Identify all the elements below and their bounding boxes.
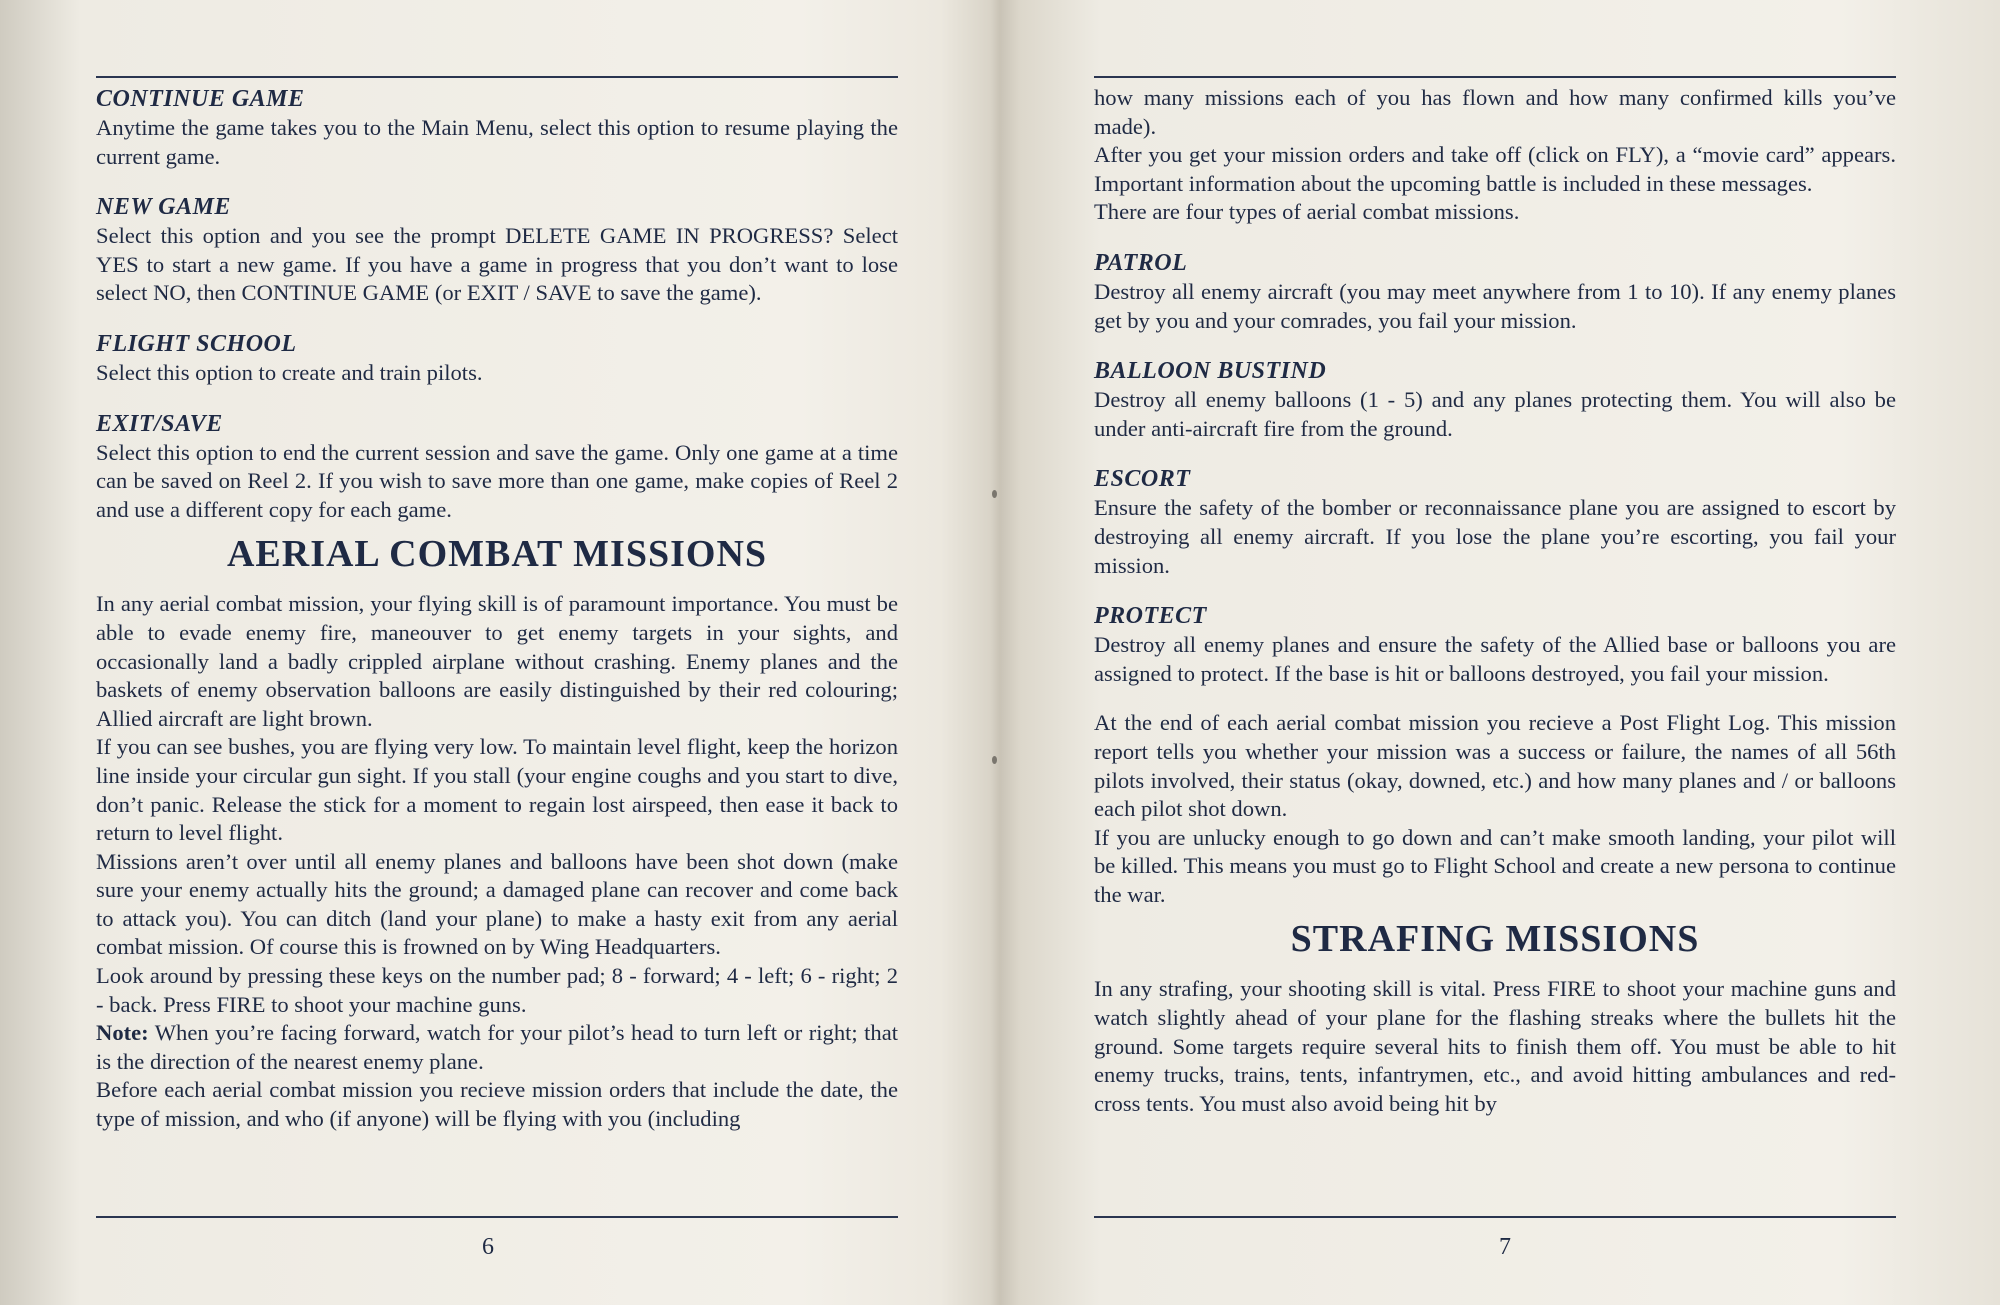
- aerial-paragraph-5: Before each aerial combat mission you recieve mission orders that include the date, the type of mission, and who (if anyone) will be flying with you (including: [96, 1077, 898, 1132]
- protect-heading: PROTECT: [1094, 603, 1207, 630]
- escort-heading: ESCORT: [1094, 466, 1191, 493]
- balloon-heading: BALLOON BUSTIND: [1094, 358, 1327, 385]
- patrol-text: Destroy all enemy aircraft (you may meet anywhere from 1 to 10). If any enemy planes get by you and your comrades, you fail your mission.: [1094, 278, 1896, 333]
- aerial-paragraph-1: In any aerial combat mission, your flying skill is of paramount importance. You must be able to evade enemy fire, maneouver to get enemy targets in your sights, and occasionally land a badly crippled airplane without crashing. Enemy planes and the baskets of enemy observation balloons are easily distinguished by their red colouring; Allied aircraft are light brown.: [96, 591, 898, 731]
- continue-game-text: Anytime the game takes you to the Main Menu, select this option to resume playing the current game.: [96, 115, 898, 169]
- bottom-rule: [96, 1216, 898, 1218]
- top-rule: [1094, 76, 1896, 78]
- strafing-title: STRAFING MISSIONS: [1290, 918, 1700, 961]
- new-game-text: Select this option and you see the prompt DELETE GAME IN PROGRESS? Select YES to start a new game. If you have a game in progress that you don’t want to lose select NO, then CONTINUE GAME (or EXIT / SAVE to save the game).: [96, 223, 898, 306]
- intro-paragraph-2: After you get your mission orders and take off (click on FLY), a “movie card” appears. Important information about the upcoming battle is included in these messages.: [1094, 142, 1896, 196]
- aerial-paragraph-3: Missions aren’t over until all enemy planes and balloons have been shot down (make sure your enemy actually hits the ground; a damaged plane can recover and come back to attack you). You can ditch (land your plane) to make a hasty exit from any aerial combat mission. Of course this is frowned on by Wing Headquarters.: [96, 848, 898, 960]
- top-rule: [96, 76, 898, 78]
- aerial-paragraph-2: If you can see bushes, you are flying very low. To maintain level flight, keep the horizon line inside your circular gun sight. If you stall (your engine coughs and you start to dive, don’t panic. Release the stick for a moment to regain lost airspeed, then ease it back to return to level flight.: [96, 734, 898, 846]
- exit-save-text: Select this option to end the current session and save the game. Only one game at a time can be saved on Reel 2. If you wish to save more than one game, make copies of Reel 2 and use a different copy for each game.: [96, 439, 898, 522]
- continue-game-heading: CONTINUE GAME: [96, 86, 305, 112]
- aerial-note: [96, 1019, 898, 1076]
- bottom-rule: [1094, 1216, 1896, 1218]
- left-column: [96, 84, 898, 1134]
- note-text: When you’re facing forward, watch for your pilot’s head to turn left or right; that is the direction of the nearest enemy plane.: [96, 1020, 898, 1074]
- protect-text: Destroy all enemy planes and ensure the safety of the Allied base or balloons you are assigned to protect. If the base is hit or balloons destroyed, you fail your mission.: [1094, 632, 1896, 686]
- flight-school-text: Select this option to create and train pilots.: [96, 359, 483, 385]
- postflight-paragraph-2: If you are unlucky enough to go down and can’t make smooth landing, your pilot will be killed. This means you must go to Flight School and create a new persona to continue the war.: [1094, 824, 1896, 907]
- patrol-heading: PATROL: [1094, 249, 1188, 276]
- balloon-text: Destroy all enemy balloons (1 - 5) and any planes protecting them. You will also be under anti-aircraft fire from the ground.: [1094, 387, 1896, 441]
- aerial-combat-title: AERIAL COMBAT MISSIONS: [226, 533, 768, 576]
- strafing-paragraph-1: In any strafing, your shooting skill is vital. Press FIRE to shoot your machine guns and watch slightly ahead of your plane for the flashing streaks where the bullets hit the ground. Some targets require several hits to finish them off. You must be able to hit enemy trucks, trains, tents, infantrymen, etc., and avoid hitting ambulances and red-cross tents. You must also avoid being hit by: [1094, 976, 1896, 1116]
- escort-text: Ensure the safety of the bomber or reconnaissance plane you are assigned to escort by destroying all enemy aircraft. If you lose the plane you’re escorting, you fail your mission.: [1094, 495, 1896, 578]
- aerial-paragraph-4: Look around by pressing these keys on the number pad; 8 - forward; 4 - left; 6 - right; 2 - back. Press FIRE to shoot your machine guns.: [96, 963, 898, 1017]
- right-column: [1094, 84, 1896, 1118]
- exit-save-heading: EXIT/SAVE: [96, 410, 223, 437]
- intro-paragraph-1: how many missions each of you has flown and how many confirmed kills you’ve made).: [1094, 85, 1896, 139]
- binding-hole: [992, 756, 997, 764]
- left-page: [0, 0, 990, 1305]
- note-label: Note:: [96, 1020, 149, 1046]
- new-game-heading: NEW GAME: [96, 194, 231, 221]
- page-number: 6: [482, 1234, 494, 1260]
- binding-hole: [992, 490, 997, 498]
- flight-school-heading: FLIGHT SCHOOL: [96, 330, 297, 357]
- postflight-paragraph-1: At the end of each aerial combat mission you recieve a Post Flight Log. This mission report tells you whether your mission was a success or failure, the names of all 56th pilots involved, their status (okay, downed, etc.) and how many planes and / or balloons each pilot shot down.: [1094, 710, 1896, 822]
- right-page: [1000, 0, 2000, 1305]
- intro-paragraph-3: There are four types of aerial combat missions.: [1094, 199, 1520, 225]
- page-number: 7: [1499, 1234, 1511, 1260]
